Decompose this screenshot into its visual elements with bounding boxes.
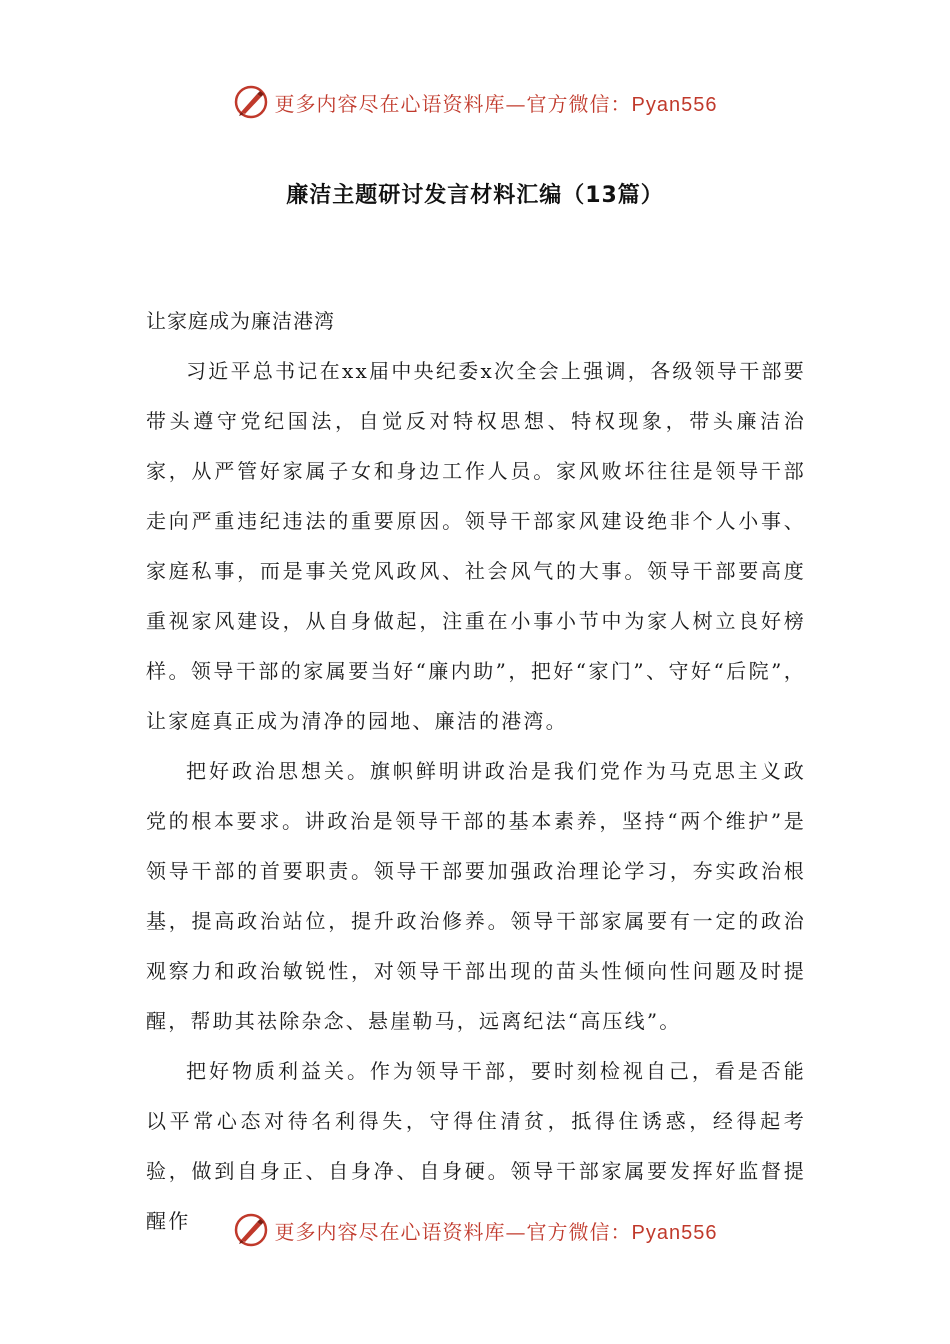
body-paragraph: 把好物质利益关。作为领导干部，要时刻检视自己，看是否能以平常心态对待名利得失，守得住清贫，抵得住诱惑，经得起考验，做到自身正、自身净、自身硬。领导干部家属要发挥好监督提醒作 <box>146 1059 806 1233</box>
pen-logo-icon <box>233 84 269 120</box>
watermark-text: 更多内容尽在心语资料库—官方微信：Pyan556 <box>274 1219 718 1244</box>
watermark-banner-top <box>0 82 950 122</box>
document-body <box>146 296 806 1246</box>
watermark-id: Pyan556 <box>631 93 718 116</box>
pen-logo-icon <box>233 1212 269 1248</box>
watermark-banner-bottom <box>0 1210 950 1250</box>
document-title: 廉洁主题研讨发言材料汇编（13篇） <box>286 183 664 208</box>
watermark-id: Pyan556 <box>631 1221 718 1244</box>
body-paragraph: 习近平总书记在xx届中央纪委x次全会上强调，各级领导干部要带头遵守党纪国法，自觉反对特权思想、特权现象，带头廉洁治家，从严管好家属子女和身边工作人员。家风败坏往往是领导干部走向严重违纪违法的重要原因。领导干部家风建设绝非个人小事、家庭私事，而是事关党风政风、社会风气的大事。领导干部要高度重视家风建设，从自身做起，注重在小事小节中为家人树立良好榜样。领导干部的家属要当好“廉内助”，把好“家门”、守好“后院”，让家庭真正成为清净的园地、廉洁的港湾。 <box>146 359 806 733</box>
section-title: 让家庭成为廉洁港湾 <box>146 309 335 333</box>
watermark-text: 更多内容尽在心语资料库—官方微信：Pyan556 <box>274 91 718 116</box>
body-paragraph: 把好政治思想关。旗帜鲜明讲政治是我们党作为马克思主义政党的根本要求。讲政治是领导干部的基本素养，坚持“两个维护”是领导干部的首要职责。领导干部要加强政治理论学习，夯实政治根基，提高政治站位，提升政治修养。领导干部家属要有一定的政治观察力和政治敏锐性，对领导干部出现的苗头性倾向性问题及时提醒，帮助其祛除杂念、悬崖勒马，远离纪法“高压线”。 <box>146 759 806 1033</box>
